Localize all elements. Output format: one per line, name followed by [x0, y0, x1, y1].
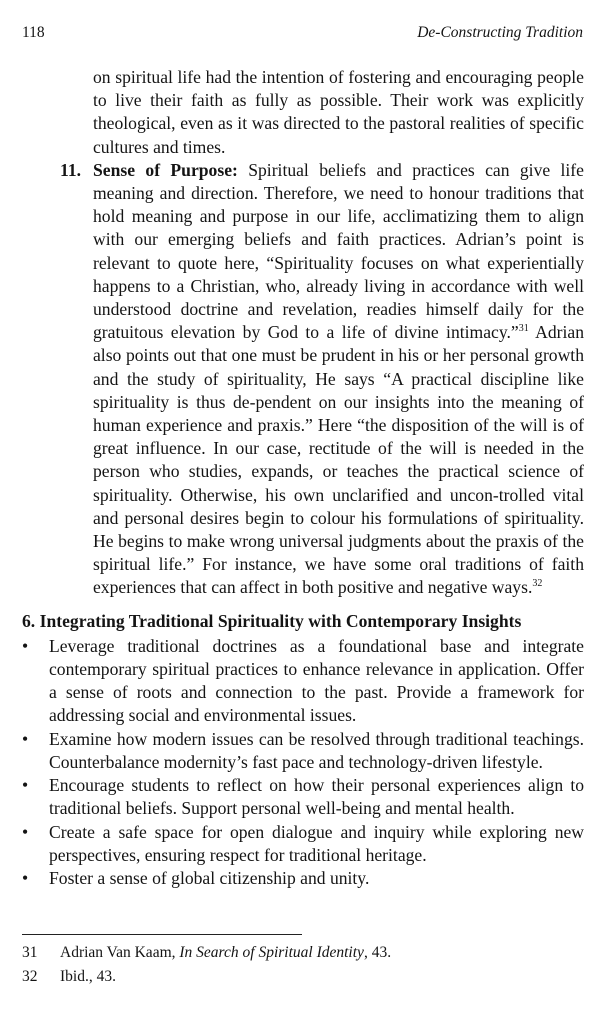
footnote-ref-31: 31: [518, 323, 529, 335]
point-text-part-1: Spiritual beliefs and practices can give life meaning and direction. Therefore, we need to honour traditions that hold meaning and purpose in our life, acclimatizing them to align with our emerging beliefs and faith practices. Adrian’s point is relevant to quote here, “Spirituality focuses on what experientially happens to a Christian, who, already living in accordance with well understood doctrine and revelation, readies himself daily for the gratuitous elevation by God to a life of divine intimacy.”: [93, 159, 584, 343]
point-text-part-2: Adrian also points out that one must be prudent in his or her personal growth and the study of spirituality, He says “A practical discipline like spirituality is thus de-pendent on our insights into the meaning of human experience and praxis.” Here “the disposition of the will is of great influence. In our case, rectitude of the will is needed in the person who studies, expands, or teaches the practical science of spirituality. Otherwise, his own unclarified and uncon-trolled vital and personal desires begin to colour his formulations of spirituality. He begins to make wrong universal judgments about the praxis of the spiritual life.” For instance, we have some oral traditions of faith experiences that can affect in both positive and negative ways.: [93, 322, 584, 598]
bullet-item: • Examine how modern issues can be resolved through traditional teachings. Counterbalance modernity’s fast pace and technology-driven lifestyle.: [22, 728, 584, 772]
bullet-item: • Foster a sense of global citizenship and unity.: [22, 867, 584, 890]
footnote-31: [22, 941, 391, 965]
point-number: 11.: [60, 159, 82, 180]
footnote-number: 32: [22, 968, 38, 985]
bullet-list: [22, 635, 584, 890]
bullet-icon: •: [22, 635, 29, 656]
bullet-icon: •: [22, 821, 29, 842]
section-heading: 6. Integrating Traditional Spirituality with Contemporary Insights: [22, 610, 522, 631]
footnote-title: In Search of Spiritual Identity: [179, 944, 364, 961]
footnote-ref-32: 32: [532, 578, 543, 590]
bullet-item: • Leverage traditional doctrines as a foundational base and integrate contemporary spiritual practices to enhance relevance in application. Offer a sense of roots and connection to the past. Provide a framework for addressing social and environmental issues.: [22, 635, 584, 726]
body-text: [22, 66, 584, 890]
continuation-paragraph: on spiritual life had the intention of fostering and encouraging people to live their faith as fully as possible. Their work was explicitly theological, even as it was directed to the pastoral realities of specific cultures and times.: [93, 67, 584, 157]
bullet-icon: •: [22, 728, 29, 749]
footnote-page: , 43.: [363, 944, 392, 961]
running-header: De-Constructing Tradition: [417, 24, 583, 41]
bullet-icon: •: [22, 867, 29, 888]
footnotes: [22, 941, 391, 989]
numbered-point-11: [22, 159, 584, 600]
bullet-item: • Encourage students to reflect on how their personal experiences align to traditional beliefs. Support personal well-being and mental health.: [22, 775, 584, 819]
footnote-32: [22, 965, 391, 989]
bullet-icon: •: [22, 775, 29, 796]
page-number: 118: [22, 24, 45, 41]
footnote-number: 31: [22, 944, 38, 961]
bullet-item: • Create a safe space for open dialogue and inquiry while exploring new perspectives, ensuring respect for traditional heritage.: [22, 821, 584, 865]
footnote-author: Adrian Van Kaam,: [60, 944, 180, 961]
footnote-text: Ibid., 43.: [60, 968, 116, 985]
point-lead: Sense of Purpose:: [93, 159, 238, 180]
footnote-divider: [22, 934, 302, 935]
